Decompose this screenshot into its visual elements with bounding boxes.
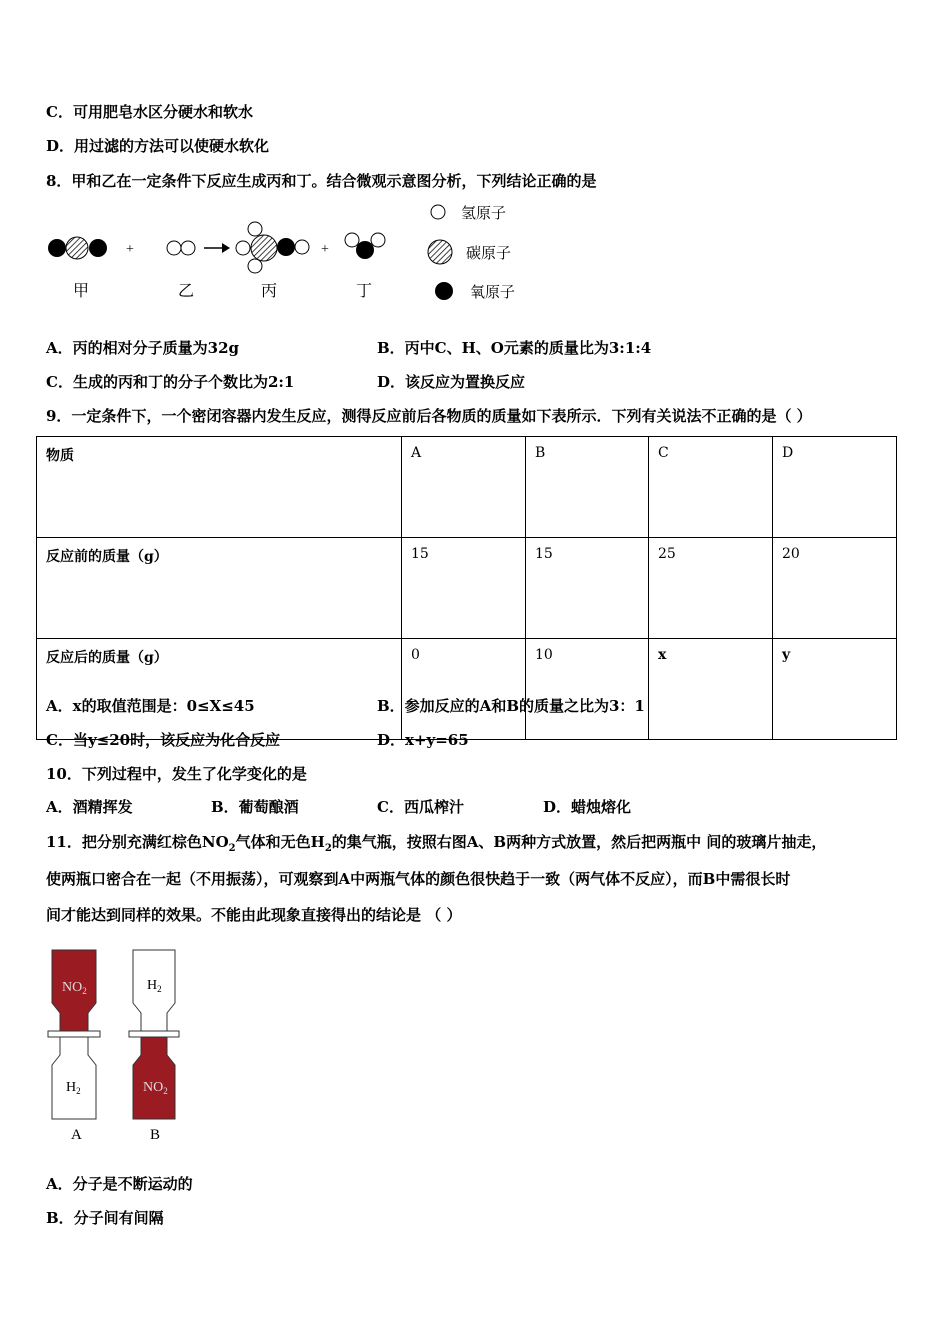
label-bing: 丙 (261, 281, 278, 300)
q11-stem-line-1: 11．把分别充满红棕色$NO_2$气体和无色$H_2$的集气瓶，按照右图A、B两种方式放置，然后把两瓶中 间的玻璃片抽走， (46, 833, 827, 854)
reaction-arrow (204, 243, 230, 253)
molecule-ding (345, 233, 385, 259)
table-header-cell: A (402, 437, 526, 538)
table-cell: 15 (402, 538, 526, 639)
table-row (37, 437, 897, 538)
table-cell: 反应前的质量（g） (37, 538, 402, 639)
q8-option-d: D．该反应为置换反应 (377, 373, 526, 391)
q10-option-c: C．西瓜榨汁 (377, 798, 464, 816)
q8-option-b: B．丙中C、H、O元素的质量比为3:1:4 (377, 339, 652, 357)
table-row (37, 639, 897, 740)
table-header-cell: D (773, 437, 897, 538)
q9-option-d: D．x+y=65 (377, 731, 469, 749)
q9-option-b: B．参加反应的A和B的质量之比为3：1 (377, 697, 645, 715)
q11-stem-line-2: 使两瓶口密合在一起（不用振荡），可观察到A中两瓶气体的颜色很快趋于一致（两气体不反应），而B中需很长时 (46, 870, 791, 888)
table-header-cell: 物质 (37, 437, 402, 538)
q8-stem: 8．甲和乙在一定条件下反应生成丙和丁。结合微观示意图分析，下列结论正确的是 (46, 172, 597, 190)
bottle-b-bottom-label: $NO_2$ (143, 1080, 168, 1096)
legend-oxygen: 氧原子 (470, 283, 516, 301)
table-cell: 10 (526, 639, 649, 740)
table-cell: 25 (649, 538, 773, 639)
table-row (37, 538, 897, 639)
legend-hydrogen: 氢原子 (461, 204, 507, 222)
q8-reaction-diagram (40, 215, 460, 325)
label-jia: 甲 (73, 281, 90, 300)
bottle-a-top-label: $NO_2$ (62, 980, 87, 996)
q9-option-c: C．当y≤20时，该反应为化合反应 (46, 731, 281, 749)
table-cell: y (773, 639, 897, 740)
table-cell: 20 (773, 538, 897, 639)
q9-option-a: A．x的取值范围是：0≤X≤45 (46, 697, 255, 715)
q7-option-c: C．可用肥皂水区分硬水和软水 (46, 103, 253, 121)
label-ding: 丁 (356, 281, 373, 300)
q11-option-b: B．分子间有间隔 (46, 1209, 164, 1227)
q8-legend-symbols (420, 200, 460, 300)
bottle-b-top-label: $H_2$ (147, 978, 162, 994)
molecule-jia (48, 237, 107, 259)
q7-option-d: D．用过滤的方法可以使硬水软化 (46, 137, 270, 155)
plus-sign-2: + (321, 242, 329, 257)
q10-option-d: D．蜡烛熔化 (543, 798, 632, 816)
molecule-bing (236, 222, 309, 273)
q8-option-a: A．丙的相对分子质量为32g (46, 339, 240, 357)
q9-mass-table (36, 436, 897, 740)
q8-option-c: C．生成的丙和丁的分子个数比为2:1 (46, 373, 295, 391)
table-cell: 15 (526, 538, 649, 639)
table-cell: 反应后的质量（g） (37, 639, 402, 740)
legend-carbon: 碳原子 (466, 244, 512, 262)
setup-b (129, 950, 179, 1119)
bottle-a-bottom-label: $H_2$ (66, 1080, 81, 1096)
q11-option-a: A．分子是不断运动的 (46, 1175, 193, 1193)
plus-sign-1: + (126, 242, 134, 257)
table-cell: 0 (402, 639, 526, 740)
setup-a-label: A (71, 1127, 82, 1143)
q10-stem: 10．下列过程中，发生了化学变化的是 (46, 765, 307, 783)
table-cell: x (649, 639, 773, 740)
table-header-cell: C (649, 437, 773, 538)
molecule-yi (167, 241, 195, 255)
setup-b-label: B (150, 1127, 161, 1143)
label-yi: 乙 (178, 281, 195, 300)
q10-option-a: A．酒精挥发 (46, 798, 133, 816)
q11-gas-bottles-figure (40, 945, 210, 1145)
setup-a (48, 950, 100, 1119)
q11-stem-line-3: 间才能达到同样的效果。不能由此现象直接得出的结论是 （ ） (46, 906, 462, 924)
q9-stem: 9．一定条件下，一个密闭容器内发生反应，测得反应前后各物质的质量如下表所示．下列有关说法不正确的是（ ） (46, 407, 812, 425)
q10-option-b: B．葡萄酿酒 (211, 798, 299, 816)
table-header-cell: B (526, 437, 649, 538)
